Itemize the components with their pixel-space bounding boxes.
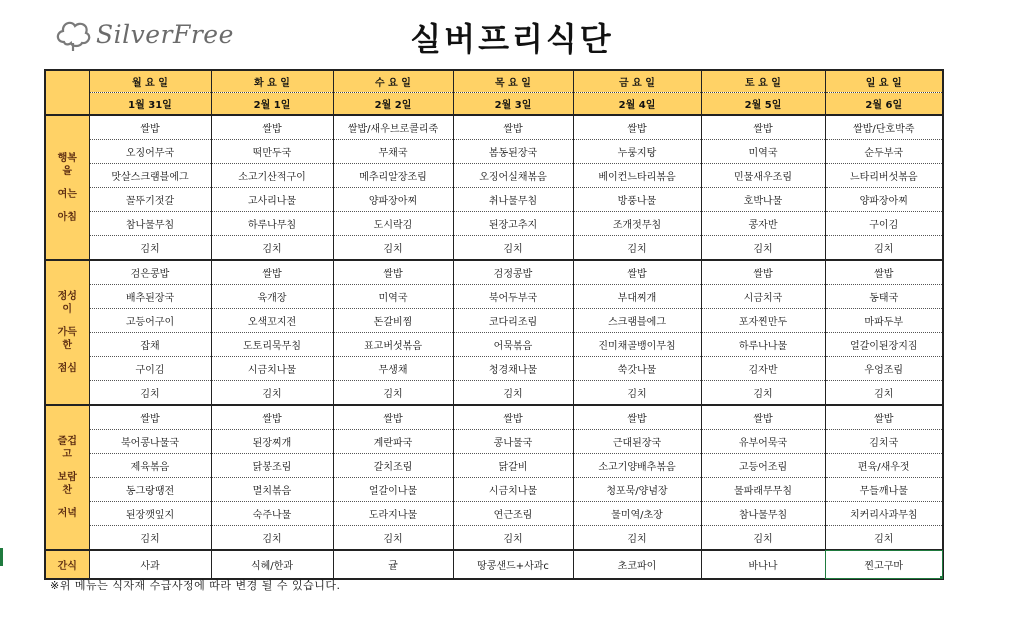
menu-item-cell[interactable]: 호박나물 (701, 188, 825, 212)
menu-item-cell[interactable]: 오징어무국 (89, 140, 211, 164)
date-header-row (45, 93, 943, 116)
menu-item-cell[interactable]: 김치 (701, 526, 825, 551)
day-name-cell: 월 요 일 (89, 70, 211, 93)
menu-row (45, 526, 943, 551)
meal-label-line: 이 (62, 304, 73, 315)
date-cell: 2월 2일 (333, 93, 453, 116)
footnote: ※위 메뉴는 식자재 수급사정에 따라 변경 될 수 있습니다. (50, 579, 341, 592)
menu-row (45, 140, 943, 164)
menu-item-cell[interactable]: 쌀밥 (701, 260, 825, 285)
menu-item-cell[interactable]: 쌀밥 (89, 115, 211, 140)
menu-item-cell[interactable]: 얼갈이나물 (333, 478, 453, 502)
menu-row (45, 309, 943, 333)
snack-item-cell[interactable]: 바나나 (701, 550, 825, 579)
menu-row (45, 502, 943, 526)
menu-item-cell[interactable]: 북어콩나물국 (89, 430, 211, 454)
menu-item-cell[interactable]: 김치 (89, 526, 211, 551)
menu-item-cell[interactable]: 김치 (573, 381, 701, 406)
meal-label-line: 즐겁 (57, 436, 77, 447)
menu-item-cell[interactable]: 스크램블에그 (573, 309, 701, 333)
logo-text: SilverFree (96, 19, 234, 49)
menu-item-cell[interactable]: 베이컨느타리볶음 (573, 164, 701, 188)
menu-item-cell[interactable]: 김치 (211, 236, 333, 261)
menu-item-cell[interactable]: 방풍나물 (573, 188, 701, 212)
snack-label: 간식 (45, 550, 89, 579)
menu-item-cell[interactable]: 취나물무침 (453, 188, 573, 212)
menu-item-cell[interactable]: 청포묵/양념장 (573, 478, 701, 502)
menu-item-cell[interactable]: 쑥갓나물 (573, 357, 701, 381)
menu-item-cell[interactable]: 김치 (825, 526, 943, 551)
day-name-cell: 수 요 일 (333, 70, 453, 93)
menu-item-cell[interactable]: 하루나나물 (701, 333, 825, 357)
menu-item-cell[interactable]: 쌀밥 (573, 260, 701, 285)
menu-item-cell[interactable]: 숙주나물 (211, 502, 333, 526)
menu-item-cell[interactable]: 편육/새우젓 (825, 454, 943, 478)
menu-item-cell[interactable]: 부대찌개 (573, 285, 701, 309)
menu-item-cell[interactable]: 떡만두국 (211, 140, 333, 164)
menu-item-cell[interactable]: 참나물무침 (701, 502, 825, 526)
menu-item-cell[interactable]: 고등어구이 (89, 309, 211, 333)
menu-item-cell[interactable]: 동그랑땡전 (89, 478, 211, 502)
menu-item-cell[interactable]: 오징어실채볶음 (453, 164, 573, 188)
menu-item-cell[interactable]: 쌀밥 (825, 405, 943, 430)
menu-item-cell[interactable]: 시금치나물 (453, 478, 573, 502)
menu-item-cell[interactable]: 쌀밥 (573, 405, 701, 430)
menu-item-cell[interactable]: 꼴뚜기젓갈 (89, 188, 211, 212)
date-cell: 2월 3일 (453, 93, 573, 116)
menu-item-cell[interactable]: 콩나물국 (453, 430, 573, 454)
menu-item-cell[interactable]: 고사리나물 (211, 188, 333, 212)
meal-label-line: 가득 (57, 327, 77, 338)
menu-item-cell[interactable]: 북어두부국 (453, 285, 573, 309)
meal-label (45, 405, 89, 550)
menu-item-cell[interactable]: 쌀밥 (453, 405, 573, 430)
menu-item-cell[interactable]: 김치 (573, 526, 701, 551)
meal-label-line: 점심 (57, 363, 77, 374)
menu-item-cell[interactable]: 쌀밥/새우브로콜리죽 (333, 115, 453, 140)
menu-item-cell[interactable]: 우엉조림 (825, 357, 943, 381)
menu-row (45, 357, 943, 381)
menu-item-cell[interactable]: 닭갈비 (453, 454, 573, 478)
menu-item-cell[interactable]: 얼갈이된장지짐 (825, 333, 943, 357)
menu-item-cell[interactable]: 쌀밥 (701, 405, 825, 430)
row-edge-marker (0, 548, 3, 566)
meal-label (45, 260, 89, 405)
menu-item-cell[interactable]: 유부어묵국 (701, 430, 825, 454)
menu-item-cell[interactable]: 봄동된장국 (453, 140, 573, 164)
menu-item-cell[interactable]: 포자찐만두 (701, 309, 825, 333)
snack-item-cell[interactable]: 사과 (89, 550, 211, 579)
menu-item-cell[interactable]: 시금치국 (701, 285, 825, 309)
menu-item-cell[interactable]: 양파장아찌 (825, 188, 943, 212)
menu-item-cell[interactable]: 미역국 (701, 140, 825, 164)
snack-item-cell[interactable]: 찐고구마 (825, 550, 943, 579)
menu-item-cell[interactable]: 김치 (89, 236, 211, 261)
menu-item-cell[interactable]: 구이김 (89, 357, 211, 381)
menu-table (44, 69, 944, 580)
menu-item-cell[interactable]: 쌀밥 (825, 260, 943, 285)
menu-item-cell[interactable]: 쌀밥 (211, 405, 333, 430)
menu-item-cell[interactable]: 김치 (825, 381, 943, 406)
menu-item-cell[interactable]: 검은콩밥 (89, 260, 211, 285)
menu-item-cell[interactable]: 시금치나물 (211, 357, 333, 381)
date-cell: 2월 5일 (701, 93, 825, 116)
menu-item-cell[interactable]: 도시락김 (333, 212, 453, 236)
menu-item-cell[interactable]: 민물새우조림 (701, 164, 825, 188)
date-cell: 2월 4일 (573, 93, 701, 116)
meal-label-line: 을 (62, 165, 73, 177)
menu-item-cell[interactable]: 김치 (573, 236, 701, 261)
menu-item-cell[interactable]: 김자반 (701, 357, 825, 381)
menu-item-cell[interactable]: 청경채나물 (453, 357, 573, 381)
meal-label-line: 한 (62, 340, 73, 351)
menu-item-cell[interactable]: 양파장아찌 (333, 188, 453, 212)
corner-cell (45, 70, 89, 115)
menu-item-cell[interactable]: 메추리알장조림 (333, 164, 453, 188)
menu-item-cell[interactable]: 오색꼬지전 (211, 309, 333, 333)
meal-label-line: 행복 (57, 152, 77, 164)
menu-item-cell[interactable]: 잡채 (89, 333, 211, 357)
menu-item-cell[interactable]: 김치 (701, 236, 825, 261)
menu-item-cell[interactable]: 근대된장국 (573, 430, 701, 454)
menu-item-cell[interactable]: 닭봉조림 (211, 454, 333, 478)
fill-handle[interactable] (940, 576, 943, 579)
menu-row (45, 188, 943, 212)
menu-row (45, 212, 943, 236)
menu-item-cell[interactable]: 김치 (211, 381, 333, 406)
menu-row (45, 405, 943, 430)
menu-item-cell[interactable]: 맛살스크램블에그 (89, 164, 211, 188)
snack-item-cell[interactable]: 귤 (333, 550, 453, 579)
menu-item-cell[interactable]: 육개장 (211, 285, 333, 309)
menu-item-cell[interactable]: 김치 (453, 526, 573, 551)
menu-item-cell[interactable]: 계란파국 (333, 430, 453, 454)
menu-item-cell[interactable]: 검정콩밥 (453, 260, 573, 285)
menu-item-cell[interactable]: 된장고추지 (453, 212, 573, 236)
menu-item-cell[interactable]: 치커리사과무침 (825, 502, 943, 526)
menu-item-cell[interactable]: 김치 (453, 381, 573, 406)
menu-item-cell[interactable]: 김치 (333, 381, 453, 406)
menu-item-cell[interactable]: 김치 (825, 236, 943, 261)
menu-item-cell[interactable]: 도라지나물 (333, 502, 453, 526)
day-header-row (45, 70, 943, 93)
day-name-cell: 일 요 일 (825, 70, 943, 93)
menu-item-cell[interactable]: 진미채골뱅이무침 (573, 333, 701, 357)
day-name-cell: 목 요 일 (453, 70, 573, 93)
menu-item-cell[interactable]: 누룽지탕 (573, 140, 701, 164)
menu-item-cell[interactable]: 김치 (211, 526, 333, 551)
menu-item-cell[interactable]: 쌀밥 (333, 405, 453, 430)
menu-item-cell[interactable]: 김치 (701, 381, 825, 406)
menu-item-cell[interactable]: 김치 (89, 381, 211, 406)
menu-row (45, 430, 943, 454)
menu-item-cell[interactable]: 쌀밥 (333, 260, 453, 285)
meal-label-line: 여는 (57, 188, 77, 200)
menu-item-cell[interactable]: 미역국 (333, 285, 453, 309)
meal-label-line: 찬 (62, 485, 73, 496)
menu-item-cell[interactable]: 구이김 (825, 212, 943, 236)
menu-item-cell[interactable]: 쌀밥 (211, 115, 333, 140)
menu-row (45, 115, 943, 140)
menu-item-cell[interactable]: 물미역/초장 (573, 502, 701, 526)
day-name-cell: 금 요 일 (573, 70, 701, 93)
meal-label (45, 115, 89, 260)
meal-label-line: 고 (62, 449, 73, 460)
snack-item-cell[interactable]: 초코파이 (573, 550, 701, 579)
day-name-cell: 토 요 일 (701, 70, 825, 93)
menu-item-cell[interactable]: 쌀밥 (453, 115, 573, 140)
menu-item-cell[interactable]: 김치 (333, 526, 453, 551)
menu-item-cell[interactable]: 갈치조림 (333, 454, 453, 478)
menu-item-cell[interactable]: 소고기양배추볶음 (573, 454, 701, 478)
menu-item-cell[interactable]: 하루나무침 (211, 212, 333, 236)
menu-item-cell[interactable]: 도토리묵무침 (211, 333, 333, 357)
menu-item-cell[interactable]: 느타리버섯볶음 (825, 164, 943, 188)
menu-item-cell[interactable]: 멸치볶음 (211, 478, 333, 502)
menu-row (45, 236, 943, 261)
menu-item-cell[interactable]: 고등어조림 (701, 454, 825, 478)
menu-item-cell[interactable]: 된장찌개 (211, 430, 333, 454)
menu-item-cell[interactable]: 콩자반 (701, 212, 825, 236)
page-title: 실버프리식단 (410, 20, 614, 58)
menu-item-cell[interactable]: 조개젓무침 (573, 212, 701, 236)
menu-row (45, 285, 943, 309)
menu-item-cell[interactable]: 김치 (333, 236, 453, 261)
menu-item-cell[interactable]: 쌀밥 (89, 405, 211, 430)
menu-item-cell[interactable]: 제육볶음 (89, 454, 211, 478)
menu-row (45, 454, 943, 478)
meal-label-line: 정성 (57, 291, 77, 302)
menu-item-cell[interactable]: 돈갈비찜 (333, 309, 453, 333)
meal-label-line: 저녁 (57, 508, 77, 519)
menu-item-cell[interactable]: 연근조림 (453, 502, 573, 526)
date-cell: 2월 6일 (825, 93, 943, 116)
menu-row (45, 164, 943, 188)
menu-item-cell[interactable]: 쌀밥/단호박죽 (825, 115, 943, 140)
menu-item-cell[interactable]: 무들깨나물 (825, 478, 943, 502)
menu-item-cell[interactable]: 표고버섯볶음 (333, 333, 453, 357)
menu-item-cell[interactable]: 순두부국 (825, 140, 943, 164)
menu-item-cell[interactable]: 쌀밥 (211, 260, 333, 285)
menu-item-cell[interactable]: 동태국 (825, 285, 943, 309)
date-cell: 1월 31일 (89, 93, 211, 116)
menu-item-cell[interactable]: 코다리조림 (453, 309, 573, 333)
snack-item-cell[interactable]: 땅콩샌드+사과c (453, 550, 573, 579)
menu-item-cell[interactable]: 쌀밥 (573, 115, 701, 140)
menu-item-cell[interactable]: 김치국 (825, 430, 943, 454)
menu-row (45, 333, 943, 357)
snack-row (45, 550, 943, 579)
menu-item-cell[interactable]: 무생채 (333, 357, 453, 381)
menu-item-cell[interactable]: 마파두부 (825, 309, 943, 333)
menu-item-cell[interactable]: 어묵볶음 (453, 333, 573, 357)
menu-row (45, 478, 943, 502)
menu-item-cell[interactable]: 쌀밥 (701, 115, 825, 140)
date-cell: 2월 1일 (211, 93, 333, 116)
menu-item-cell[interactable]: 물파래무무침 (701, 478, 825, 502)
menu-item-cell[interactable]: 무채국 (333, 140, 453, 164)
menu-item-cell[interactable]: 배추된장국 (89, 285, 211, 309)
menu-item-cell[interactable]: 소고기산적구이 (211, 164, 333, 188)
day-name-cell: 화 요 일 (211, 70, 333, 93)
menu-row (45, 381, 943, 406)
menu-row (45, 260, 943, 285)
snack-item-cell[interactable]: 식혜/한과 (211, 550, 333, 579)
meal-label-line: 아침 (57, 211, 77, 223)
menu-item-cell[interactable]: 김치 (453, 236, 573, 261)
menu-item-cell[interactable]: 참나물무침 (89, 212, 211, 236)
menu-item-cell[interactable]: 된장깻잎지 (89, 502, 211, 526)
meal-label-line: 보람 (57, 472, 77, 483)
